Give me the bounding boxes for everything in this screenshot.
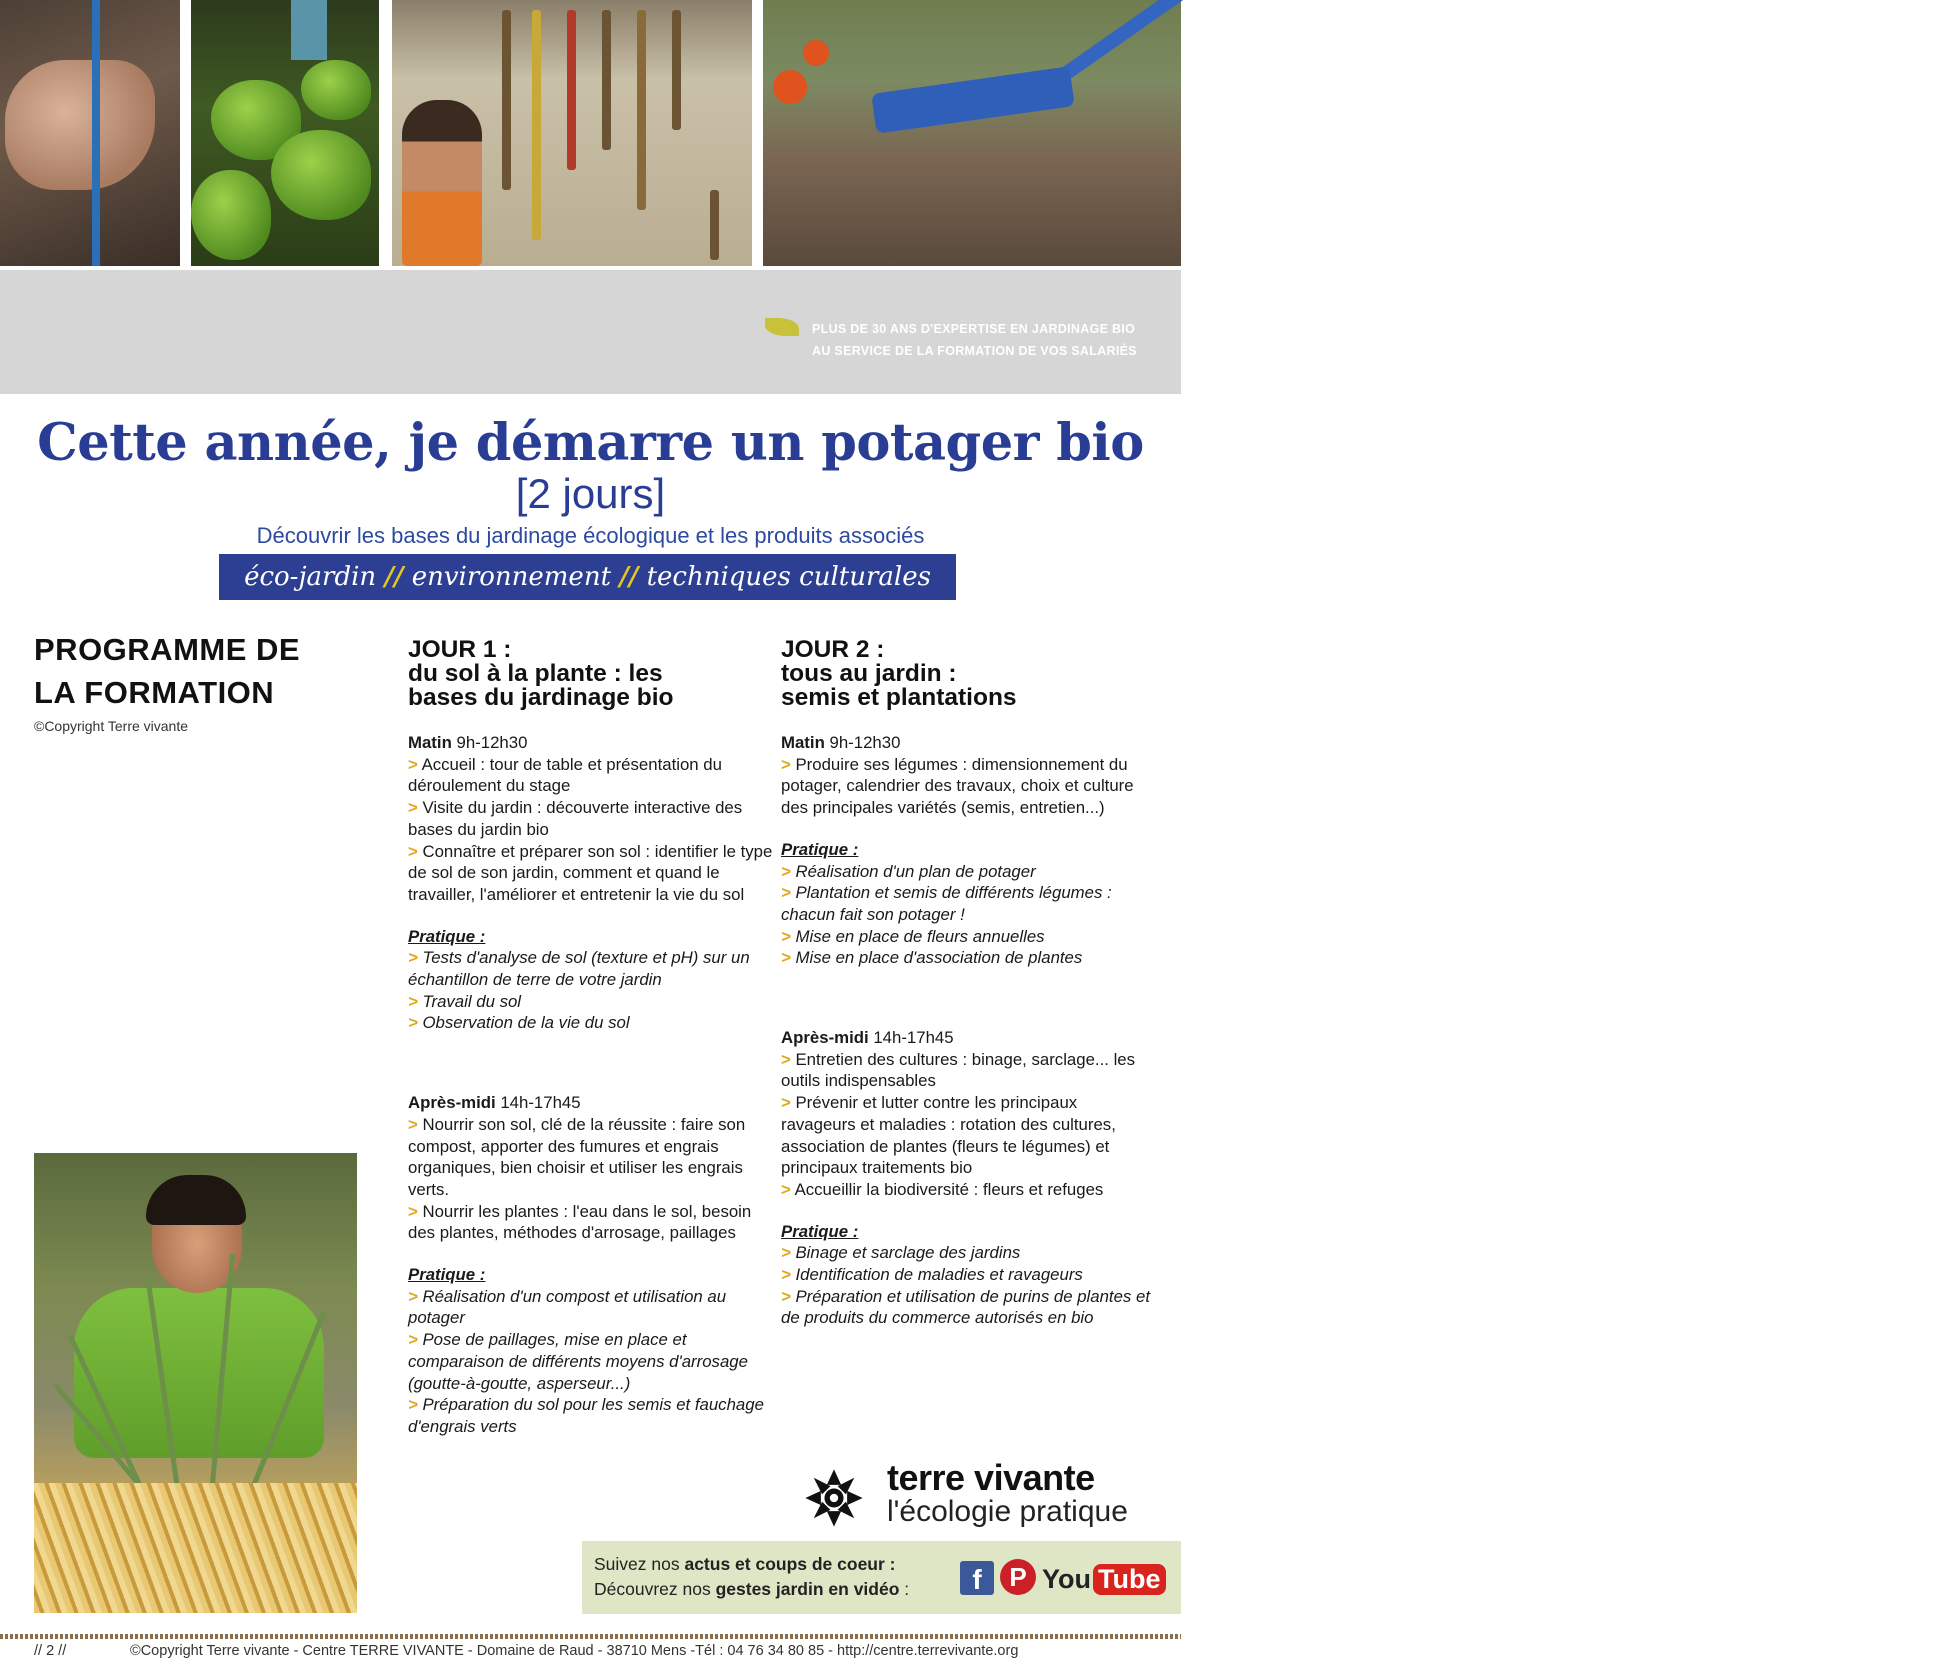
tagline-line-1: PLUS DE 30 ANS D'EXPERTISE EN JARDINAGE BIO: [812, 322, 1136, 336]
list-item: > Prévenir et lutter contre les principaux ravageurs et maladies : rotation des cultures, association de plantes (fleurs te légumes) et principaux traitements bio: [781, 1093, 1116, 1178]
page-title: Cette année, je démarre un potager bio: [37, 413, 1144, 473]
list-item: > Identification de maladies et ravageurs: [781, 1265, 1083, 1285]
day-1-title: [408, 638, 780, 710]
list-item: > Pose de paillages, mise en place et comparaison de différents moyens d'arrosage (goutte-à-goutte, asperseur...): [408, 1330, 748, 1393]
list-item: > Préparation du sol pour les semis et fauchage d'engrais verts: [408, 1395, 764, 1436]
list-item: > Connaître et préparer son sol : identifier le type de sol de son jardin, comment et quand le travailler, l'améliorer et entretenir la vie du sol: [408, 841, 773, 904]
list-item: > Mise en place d'association de plantes: [781, 948, 1083, 968]
afternoon-label: Après-midi: [781, 1028, 869, 1048]
list-item: > Réalisation d'un plan de potager: [781, 861, 1036, 881]
morning-time: 9h-12h30: [456, 733, 528, 752]
list-item: > Accueil : tour de table et présentation du déroulement du stage: [408, 754, 722, 796]
social-line-2: Découvrez nos gestes jardin en vidéo :: [594, 1579, 910, 1599]
pinterest-icon[interactable]: P: [1000, 1559, 1036, 1595]
practice-label: Pratique :: [408, 926, 486, 946]
day-2-title-line-3: semis et plantations: [781, 684, 1017, 711]
tag-techniques-culturales: techniques culturales: [646, 562, 931, 592]
day-1-title-line-1: JOUR 1 :: [408, 636, 512, 663]
day-1-title-line-3: bases du jardinage bio: [408, 684, 674, 711]
day-1-column: [408, 638, 780, 1458]
morning-label: Matin: [781, 733, 825, 752]
list-item: > Produire ses légumes : dimensionnement du potager, calendrier des travaux, choix et culture des principales variétés (semis, entretien...): [781, 754, 1134, 818]
terre-vivante-logo[interactable]: [803, 1457, 1148, 1531]
footer-text: ©Copyright Terre vivante - Centre TERRE VIVANTE - Domaine de Raud - 38710 Mens -Tél : 04 76 34 80 85 - http://centre.terrevivante.org: [130, 1643, 1019, 1659]
theme-tags-bar: [219, 554, 956, 600]
tagline-band: [0, 270, 1181, 394]
list-item: > Nourrir les plantes : l'eau dans le sol, besoin des plantes, méthodes d'arrosage, paillages: [408, 1201, 752, 1243]
brand-name-header: terre vivante: [1705, 204, 1877, 237]
day-2-morning: [781, 732, 1153, 819]
day-1-afternoon: [408, 1092, 780, 1244]
social-bar: [582, 1541, 1181, 1614]
day-1-morning: [408, 732, 780, 906]
photo-blue-hoe: [763, 0, 1877, 266]
photo-garden-tools: [392, 0, 752, 266]
list-item: > Binage et sarclage des jardins: [781, 1243, 1021, 1263]
programme-heading-line-1: PROGRAMME DE: [34, 632, 301, 667]
afternoon-time: 14h-17h45: [873, 1028, 954, 1048]
list-item: > Accueillir la biodiversité : fleurs et refuges: [781, 1179, 1104, 1199]
terre-vivante-logo-header: [1637, 190, 1943, 252]
subtitle: Découvrir les bases du jardinage écologique et les produits associés: [256, 523, 925, 548]
tag-separator: //: [619, 562, 639, 592]
list-item: > Préparation et utilisation de purins de plantes et de produits du commerce autorisés en bio: [781, 1286, 1150, 1328]
list-item: > Travail du sol: [408, 991, 522, 1011]
facebook-icon[interactable]: f: [960, 1561, 994, 1595]
list-item: > Réalisation d'un compost et utilisation au potager: [408, 1286, 727, 1328]
list-item: > Plantation et semis de différents légumes : chacun fait son potager !: [781, 883, 1112, 924]
programme-heading-line-2: LA FORMATION: [34, 675, 275, 710]
afternoon-time: 14h-17h45: [500, 1093, 581, 1113]
programme-heading: [34, 628, 300, 714]
photo-copyright: ©Copyright Terre vivante: [34, 718, 189, 734]
terre-vivante-flower-icon: [803, 1467, 865, 1529]
practice-label: Pratique :: [781, 839, 859, 859]
footer-divider: [0, 1634, 1181, 1639]
list-item: > Nourrir son sol, clé de la réussite : faire son compost, apporter des fumures et engrais organiques, bien choisir et utiliser les engrais verts.: [408, 1114, 746, 1199]
youtube-you-label: You: [1042, 1563, 1091, 1594]
day-2-title-line-2: tous au jardin :: [781, 660, 957, 687]
list-item: > Tests d'analyse de sol (texture et pH) sur un échantillon de terre de votre jardin: [408, 948, 750, 990]
day-1-title-line-2: du sol à la plante : les: [408, 660, 663, 687]
tag-environnement: environnement: [411, 562, 612, 592]
day-2-afternoon-practice: [781, 1221, 1153, 1330]
morning-time: 9h-12h30: [829, 733, 901, 752]
day-1-afternoon-practice: [408, 1264, 780, 1438]
youtube-icon[interactable]: [1042, 1559, 1166, 1599]
brand-name: terre vivante: [887, 1457, 1095, 1498]
list-item: > Visite du jardin : découverte interactive des bases du jardin bio: [408, 798, 743, 839]
social-line-1: Suivez nos actus et coups de coeur :: [594, 1554, 896, 1574]
leaf-icon: [765, 318, 799, 336]
photo-gardener-leeks: [34, 1153, 357, 1613]
photo-hands-seeds: [0, 0, 180, 266]
tag-eco-jardin: éco-jardin: [244, 562, 377, 592]
page-number: // 2 //: [34, 1643, 67, 1659]
photo-zucchini-plant: [191, 0, 379, 266]
tagline-line-2: AU SERVICE DE LA FORMATION DE VOS SALARIÉS: [812, 344, 1137, 358]
morning-label: Matin: [408, 733, 452, 752]
day-1-morning-practice: [408, 926, 780, 1035]
day-2-afternoon: [781, 1027, 1153, 1201]
brand-slogan: l'écologie pratique: [887, 1495, 1128, 1528]
day-2-morning-practice: [781, 839, 1153, 969]
practice-label: Pratique :: [781, 1221, 859, 1241]
afternoon-label: Après-midi: [408, 1093, 496, 1113]
day-2-title-line-1: JOUR 2 :: [781, 636, 885, 663]
duration: [2 jours]: [515, 470, 666, 517]
list-item: > Mise en place de fleurs annuelles: [781, 926, 1045, 946]
practice-label: Pratique :: [408, 1265, 486, 1285]
youtube-tube-label: Tube: [1093, 1564, 1166, 1595]
list-item: > Observation de la vie du sol: [408, 1013, 630, 1033]
list-item: > Entretien des cultures : binage, sarclage... les outils indispensables: [781, 1049, 1136, 1091]
terre-vivante-flower-icon: [1647, 195, 1699, 247]
day-2-column: [781, 638, 1153, 1349]
day-2-title: [781, 638, 1153, 710]
tag-separator: //: [384, 562, 404, 592]
footer: [34, 1643, 1018, 1659]
